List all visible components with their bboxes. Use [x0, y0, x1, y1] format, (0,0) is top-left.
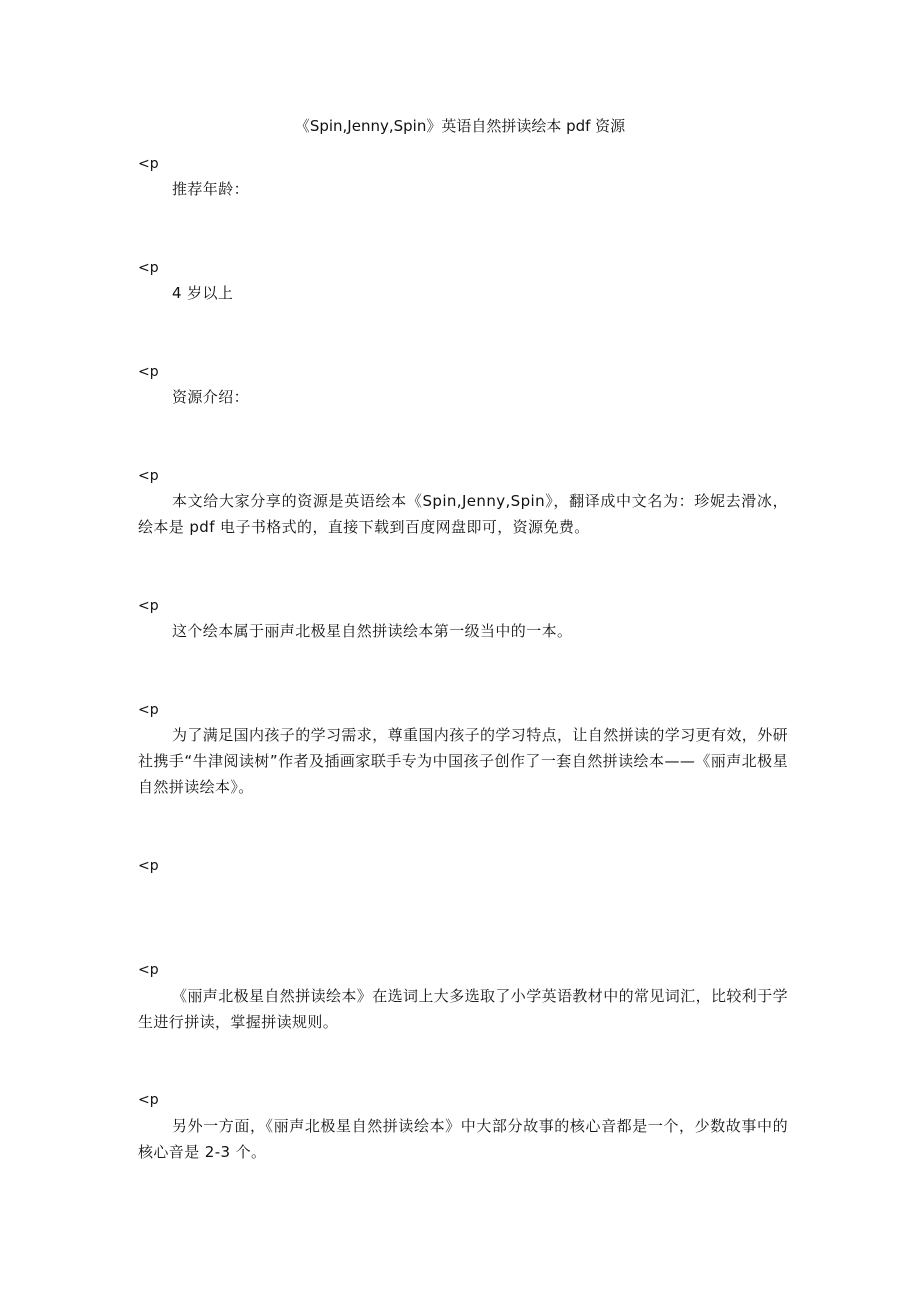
paragraph-series-info: 这个绘本属于丽声北极星自然拼读绘本第一级当中的一本。 — [172, 622, 573, 640]
paragraph-recommended-age-value: 4 岁以上 — [172, 284, 234, 302]
document-title: 《Spin,Jenny,Spin》英语自然拼读绘本 pdf 资源 — [294, 117, 626, 135]
paragraph-marker: <p — [138, 364, 159, 380]
paragraph-marker: <p — [138, 858, 159, 874]
paragraph-background: 为了满足国内孩子的学习需求，尊重国内孩子的学习特点，让自然拼读的学习更有效，外研社携手“牛津阅读树”作者及插画家联手专为中国孩子创作了一套自然拼读绘本——《丽声北极星自然拼读绘本》。 — [138, 726, 789, 796]
paragraph-marker: <p — [138, 468, 159, 484]
paragraph-marker: <p — [138, 962, 159, 978]
paragraph-marker: <p — [138, 598, 159, 614]
paragraph-marker: <p — [138, 702, 159, 718]
paragraph-marker: <p — [138, 156, 159, 172]
paragraph-intro-label: 资源介绍： — [172, 388, 250, 406]
paragraph-intro-text: 本文给大家分享的资源是英语绘本《Spin,Jenny,Spin》，翻译成中文名为：珍妮去滑冰，绘本是 pdf 电子书格式的，直接下载到百度网盘即可，资源免费。 — [138, 492, 788, 536]
paragraph-recommended-age-label: 推荐年龄： — [172, 180, 250, 198]
paragraph-core-sounds: 另外一方面，《丽声北极星自然拼读绘本》中大部分故事的核心音都是一个，少数故事中的核心音是 2-3 个。 — [138, 1117, 788, 1161]
paragraph-vocabulary: 《丽声北极星自然拼读绘本》在选词上大多选取了小学英语教材中的常见词汇，比较利于学生进行拼读，掌握拼读规则。 — [138, 987, 789, 1031]
paragraph-marker: <p — [138, 1092, 159, 1108]
paragraph-marker: <p — [138, 260, 159, 276]
